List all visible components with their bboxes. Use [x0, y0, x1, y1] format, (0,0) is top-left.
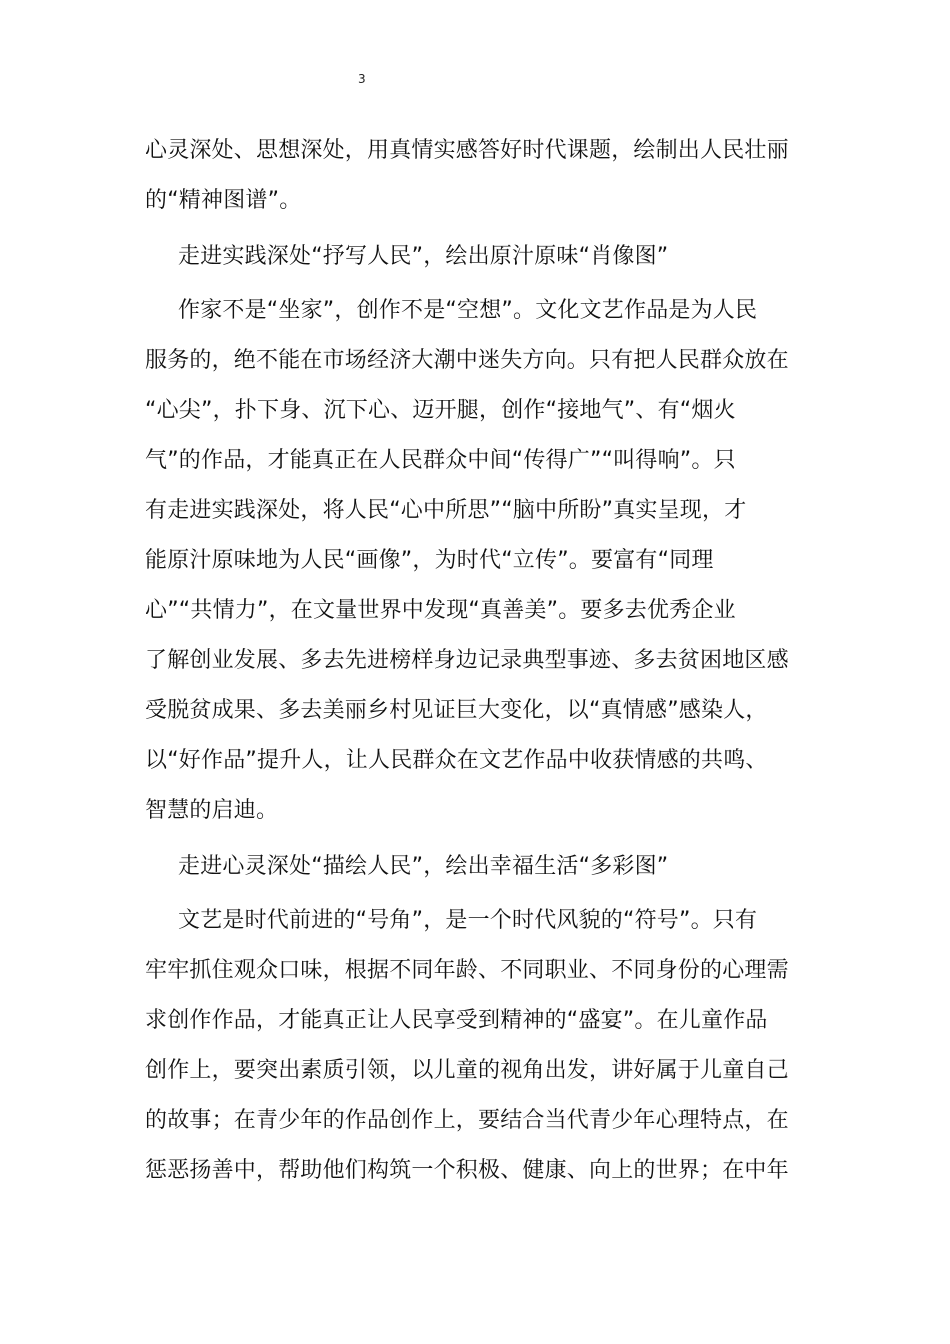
body-text-line: 气”的作品，才能真正在人民群众中间“传得广”“叫得响”。只	[145, 448, 736, 473]
body-text-line: 的“精神图谱”。	[145, 188, 302, 213]
body-text-line: 牢牢抓住观众口味，根据不同年龄、不同职业、不同身份的心理需	[145, 958, 789, 983]
body-text-line: 受脱贫成果、多去美丽乡村见证巨大变化，以“真情感”感染人，	[145, 698, 768, 723]
body-text-line: 求创作作品，才能真正让人民享受到精神的“盛宴”。在儿童作品	[145, 1008, 768, 1033]
body-text-line: 惩恶扬善中，帮助他们构筑一个积极、健康、向上的世界；在中年	[145, 1158, 789, 1183]
section-heading: 走进心灵深处“描绘人民”，绘出幸福生活“多彩图”	[178, 854, 669, 879]
body-text-line: 有走进实践深处，将人民“心中所思”“脑中所盼”真实呈现，才	[145, 498, 747, 523]
body-text-line: 心”“共情力”，在文量世界中发现“真善美”。要多去优秀企业	[145, 598, 736, 623]
body-text-line: 心灵深处、思想深处，用真情实感答好时代课题，绘制出人民壮丽	[145, 138, 789, 163]
body-text-line: 能原汁原味地为人民“画像”，为时代“立传”。要富有“同理	[145, 548, 714, 573]
body-text-line: 作家不是“坐家”，创作不是“空想”。文化文艺作品是为人民	[178, 298, 758, 323]
body-text-line: 了解创业发展、多去先进榜样身边记录典型事迹、多去贫困地区感	[145, 648, 789, 673]
body-text-line: 文艺是时代前进的“号角”，是一个时代风貌的“符号”。只有	[178, 908, 758, 933]
body-text-line: “心尖”，扑下身、沉下心、迈开腿，创作“接地气”、有“烟火	[145, 398, 736, 423]
page-number: 3	[358, 72, 366, 86]
body-text-line: 的故事；在青少年的作品创作上，要结合当代青少年心理特点，在	[145, 1108, 789, 1133]
body-text-line: 以“好作品”提升人，让人民群众在文艺作品中收获情感的共鸣、	[145, 748, 768, 773]
body-text-line: 创作上，要突出素质引领，以儿童的视角出发，讲好属于儿童自己	[145, 1058, 789, 1083]
body-text-line: 智慧的启迪。	[145, 798, 279, 823]
section-heading: 走进实践深处“抒写人民”，绘出原汁原味“肖像图”	[178, 244, 669, 269]
body-text-line: 服务的，绝不能在市场经济大潮中迷失方向。只有把人民群众放在	[145, 348, 789, 373]
